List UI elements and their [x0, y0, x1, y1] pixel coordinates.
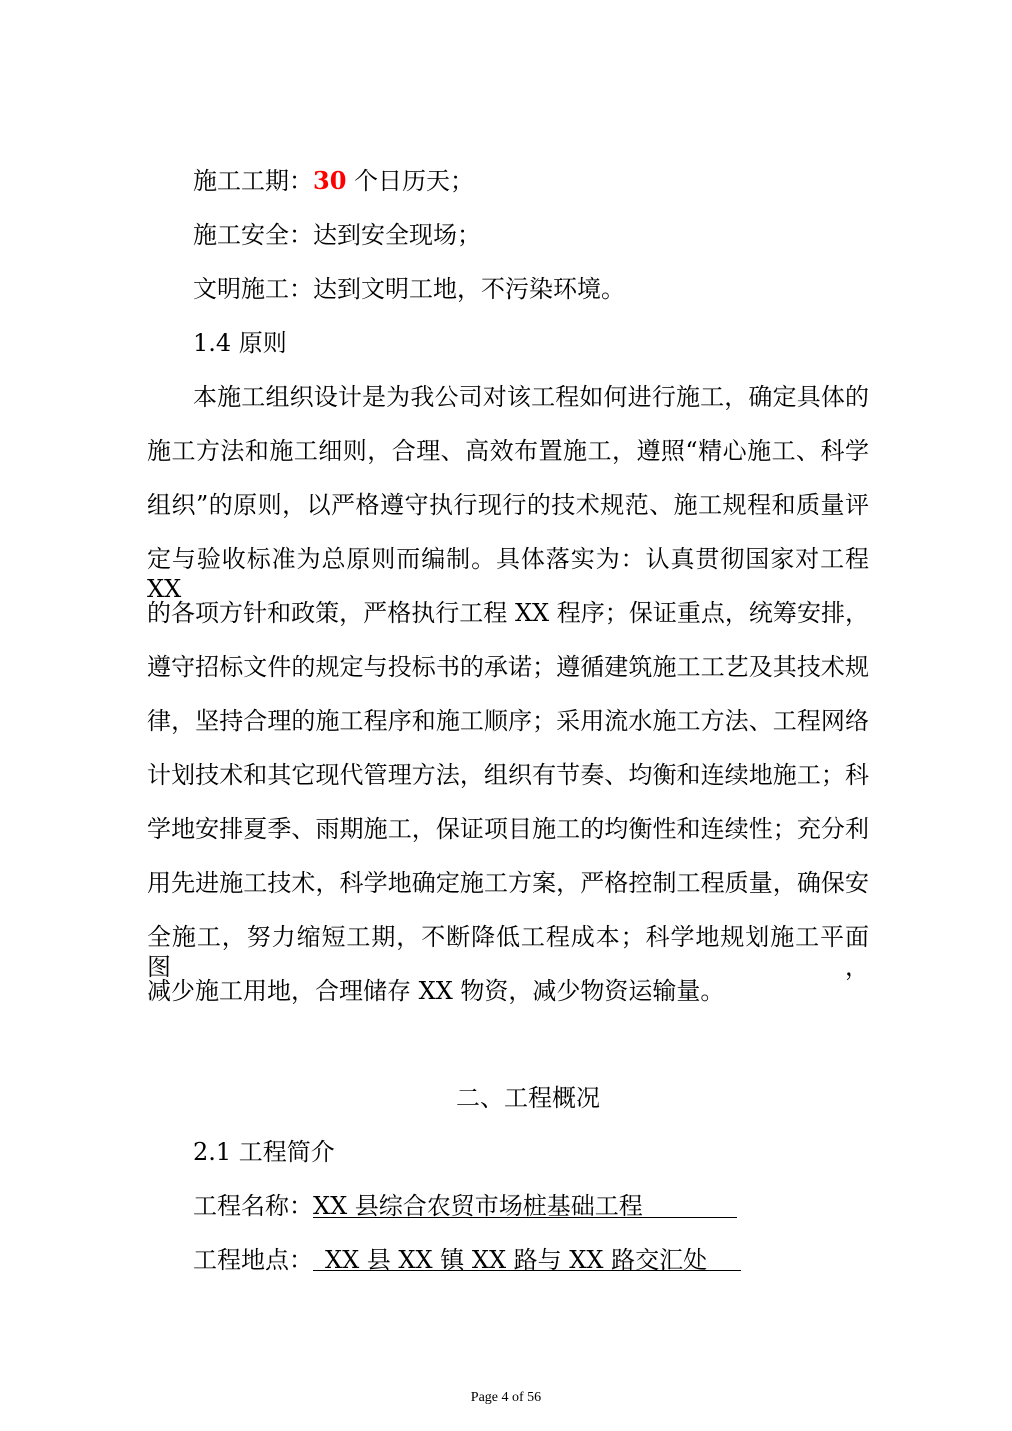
project-name-underline	[313, 1191, 737, 1218]
paragraph-line: 遵守招标文件的规定与投标书的承诺；遵循建筑施工工艺及其技术规	[147, 653, 869, 681]
paragraph-line: 施工方法和施工细则，合理、高效布置施工，遵照“精心施工、科学	[147, 437, 869, 465]
duration-label: 施工工期：	[193, 167, 313, 195]
project-location-underline	[313, 1245, 741, 1274]
project-location-line	[193, 1245, 869, 1275]
paragraph-line: 律，坚持合理的施工程序和施工顺序；采用流水施工方法、工程网络	[147, 707, 869, 735]
paragraph-line: 本施工组织设计是为我公司对该工程如何进行施工，确定具体的	[193, 383, 869, 411]
safety-line: 施工安全：达到安全现场；	[193, 221, 481, 249]
paragraph-line: 定与验收标准为总原则而编制。具体落实为：认真贯彻国家对工程XX	[147, 545, 869, 603]
paragraph-line: 计划技术和其它现代管理方法，组织有节奏、均衡和连续地施工；科	[147, 761, 869, 789]
paragraph-line: 的各项方针和政策，严格执行工程 XX 程序；保证重点，统筹安排，	[147, 599, 869, 627]
duration-line	[193, 166, 869, 196]
civilized-line: 文明施工：达到文明工地，不污染环境。	[193, 275, 625, 303]
paragraph-line: 组织”的原则，以严格遵守执行现行的技术规范、施工规程和质量评	[147, 491, 869, 519]
project-location-label: 工程地点：	[193, 1246, 313, 1274]
project-name-value: XX 县综合农贸市场桩基础工程	[313, 1192, 643, 1220]
duration-value: 30	[313, 166, 347, 195]
paragraph-line: 学地安排夏季、雨期施工，保证项目施工的均衡性和连续性；充分利	[147, 815, 869, 843]
project-location-value: XX 县 XX 镇 XX 路与 XX 路交汇处	[325, 1246, 708, 1274]
paragraph-line: 减少施工用地，合理储存 XX 物资，减少物资运输量。	[147, 977, 725, 1005]
project-name-label: 工程名称：	[193, 1192, 313, 1220]
page-number-footer: Page 4 of 56	[470, 1390, 542, 1405]
project-name-line	[193, 1191, 869, 1221]
paragraph-line: 全施工，努力缩短工期，不断降低工程成本；科学地规划施工平面图，	[147, 923, 869, 981]
chapter-2-heading: 二、工程概况	[456, 1084, 600, 1112]
section-heading-1-4: 1.4 原则	[193, 329, 287, 357]
paragraph-line: 用先进施工技术，科学地确定施工方案，严格控制工程质量，确保安	[147, 869, 869, 897]
section-heading-2-1: 2.1 工程简介	[193, 1138, 335, 1166]
duration-suffix: 个日历天；	[354, 167, 475, 195]
